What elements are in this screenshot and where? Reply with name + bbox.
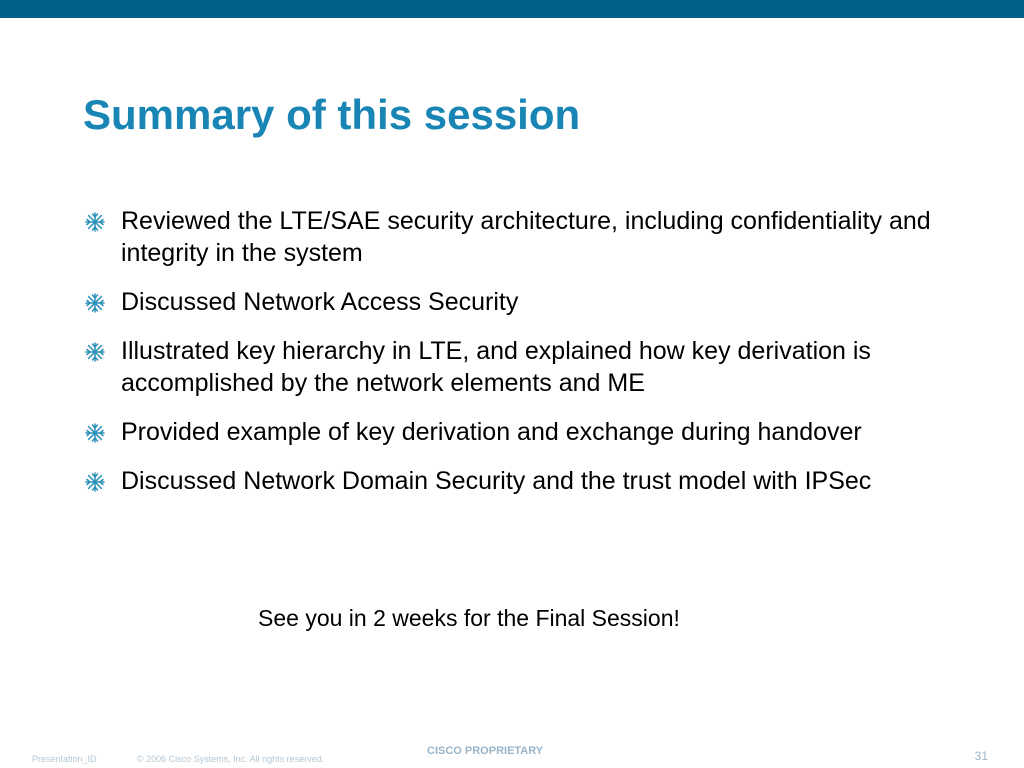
bullet-item — [84, 335, 964, 399]
snowflake-bullet-icon — [84, 422, 106, 444]
snowflake-bullet-icon — [84, 211, 106, 233]
bullet-item — [84, 416, 964, 448]
bullet-item — [84, 205, 964, 269]
bullet-text: Reviewed the LTE/SAE security architecture, including confidentiality and integrity in the system — [121, 207, 931, 267]
footer-proprietary-label: CISCO PROPRIETARY — [427, 745, 544, 757]
top-banner-bar — [0, 0, 1024, 18]
bullet-item — [84, 465, 964, 497]
footer-presentation-id: Presentation_ID — [32, 754, 97, 764]
bullet-text: Discussed Network Access Security — [121, 288, 519, 316]
bullet-text: Illustrated key hierarchy in LTE, and explained how key derivation is accomplished by the network elements and ME — [121, 337, 871, 397]
page-number: 31 — [974, 749, 988, 763]
bullet-list — [84, 205, 964, 514]
bullet-text: Discussed Network Domain Security and the trust model with IPSec — [121, 467, 872, 495]
footer-copyright: © 2006 Cisco Systems, Inc. All rights reserved. — [137, 754, 325, 764]
closing-message: See you in 2 weeks for the Final Session! — [258, 605, 680, 631]
bullet-text: Provided example of key derivation and exchange during handover — [121, 418, 862, 446]
snowflake-bullet-icon — [84, 471, 106, 493]
slide-title: Summary of this session — [83, 91, 581, 138]
snowflake-bullet-icon — [84, 292, 106, 314]
snowflake-bullet-icon — [84, 341, 106, 363]
bullet-item — [84, 286, 964, 318]
